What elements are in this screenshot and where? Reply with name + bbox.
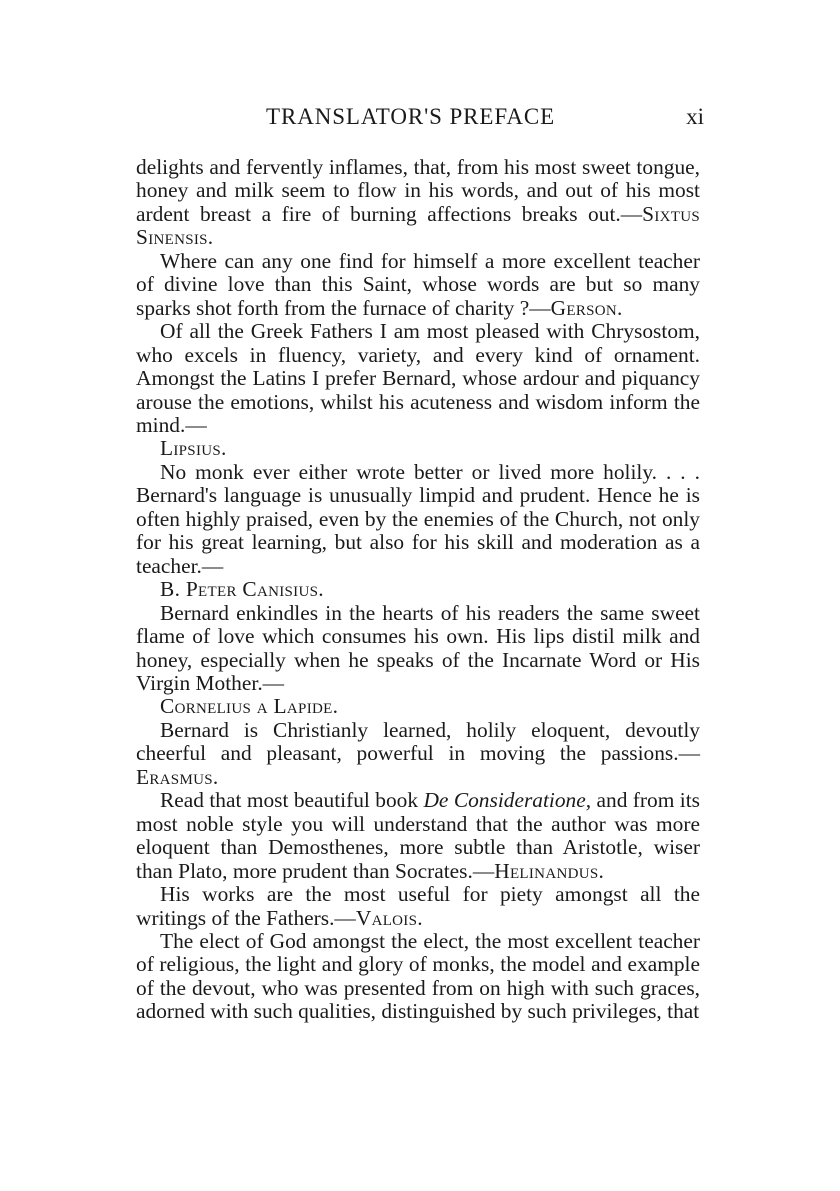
- paragraph-text: Where can any one find for himself a more excellent teacher of divine love than this Saint, whose words are but so many sparks shot forth from the furnace of charity ?—: [136, 248, 700, 320]
- quoted-author: B. Peter Canisius.: [160, 577, 324, 602]
- paragraph-text: No monk ever either wrote better or lived more holily. . . . Bernard's language is unusually limpid and prudent. Hence he is often highly praised, even by the enemies of the Church, not only for his great learning, but also for his skill and moderation as a teacher.—: [136, 459, 700, 578]
- paragraph-text: and from its most noble style you will understand that the author was more eloquent than Demosthenes, more subtle than Aristotle, wiser than Plato, more prudent than Socrates.—: [136, 788, 700, 883]
- quoted-author: Gerson.: [550, 295, 623, 320]
- quoted-author: Valois.: [355, 905, 423, 930]
- paragraph-canisius: [136, 461, 700, 602]
- quoted-author: Helinandus.: [494, 858, 605, 883]
- paragraph-elect: [136, 930, 700, 1024]
- paragraph-text: The elect of God amongst the elect, the most excellent teacher of religious, the light and glory of monks, the model and example of the devout, who was presented from on high with such graces, adorned with such qualities, distinguished by such privileges, that: [136, 928, 700, 1024]
- paragraph-text: delights and fervently inflames, that, from his most sweet tongue, honey and milk seem to flow in his words, and out of his most ardent breast a fire of burning affections breaks out.—: [136, 155, 700, 226]
- paragraph-text: Bernard is Christianly learned, holily eloquent, devoutly cheerful and pleasant, powerful in moving the passions.—: [136, 717, 700, 766]
- paragraph-text: Read that most beautiful book: [160, 788, 424, 813]
- paragraph-lipsius: [136, 320, 700, 461]
- quoted-author: Lipsius.: [160, 436, 227, 461]
- paragraph-lapide: [136, 602, 700, 719]
- book-title: De Consideratione,: [423, 788, 592, 813]
- paragraph-valois: [136, 883, 700, 930]
- quoted-author: Cornelius a Lapide.: [160, 694, 339, 719]
- page-number: xi: [686, 104, 704, 129]
- quoted-author: Sixtus Sinensis.: [136, 201, 700, 250]
- running-head-title: TRANSLATOR'S PREFACE: [266, 104, 556, 129]
- body-text: [136, 156, 700, 1024]
- paragraph-gerson: [136, 250, 700, 320]
- paragraph-helinandus: [136, 789, 700, 883]
- paragraph-text: Bernard enkindles in the hearts of his readers the same sweet flame of love which consumes his own. His lips distil milk and honey, especially when he speaks of the Incarnate Word or His Virgin Mother.—: [136, 600, 700, 695]
- paragraph-erasmus: [136, 719, 700, 789]
- paragraph-text: His works are the most useful for piety amongst all the writings of the Fathers.—: [136, 882, 700, 930]
- quoted-author: Erasmus.: [136, 764, 219, 789]
- running-header: [136, 104, 704, 138]
- paragraph-sinensis: [136, 156, 700, 250]
- paragraph-text: Of all the Greek Fathers I am most pleased with Chrysostom, who excels in fluency, variety, and every kind of ornament. Amongst the Latins I prefer Bernard, whose ardour and piquancy arouse the emotions, whilst his acuteness and wisdom inform the mind.—: [136, 319, 700, 437]
